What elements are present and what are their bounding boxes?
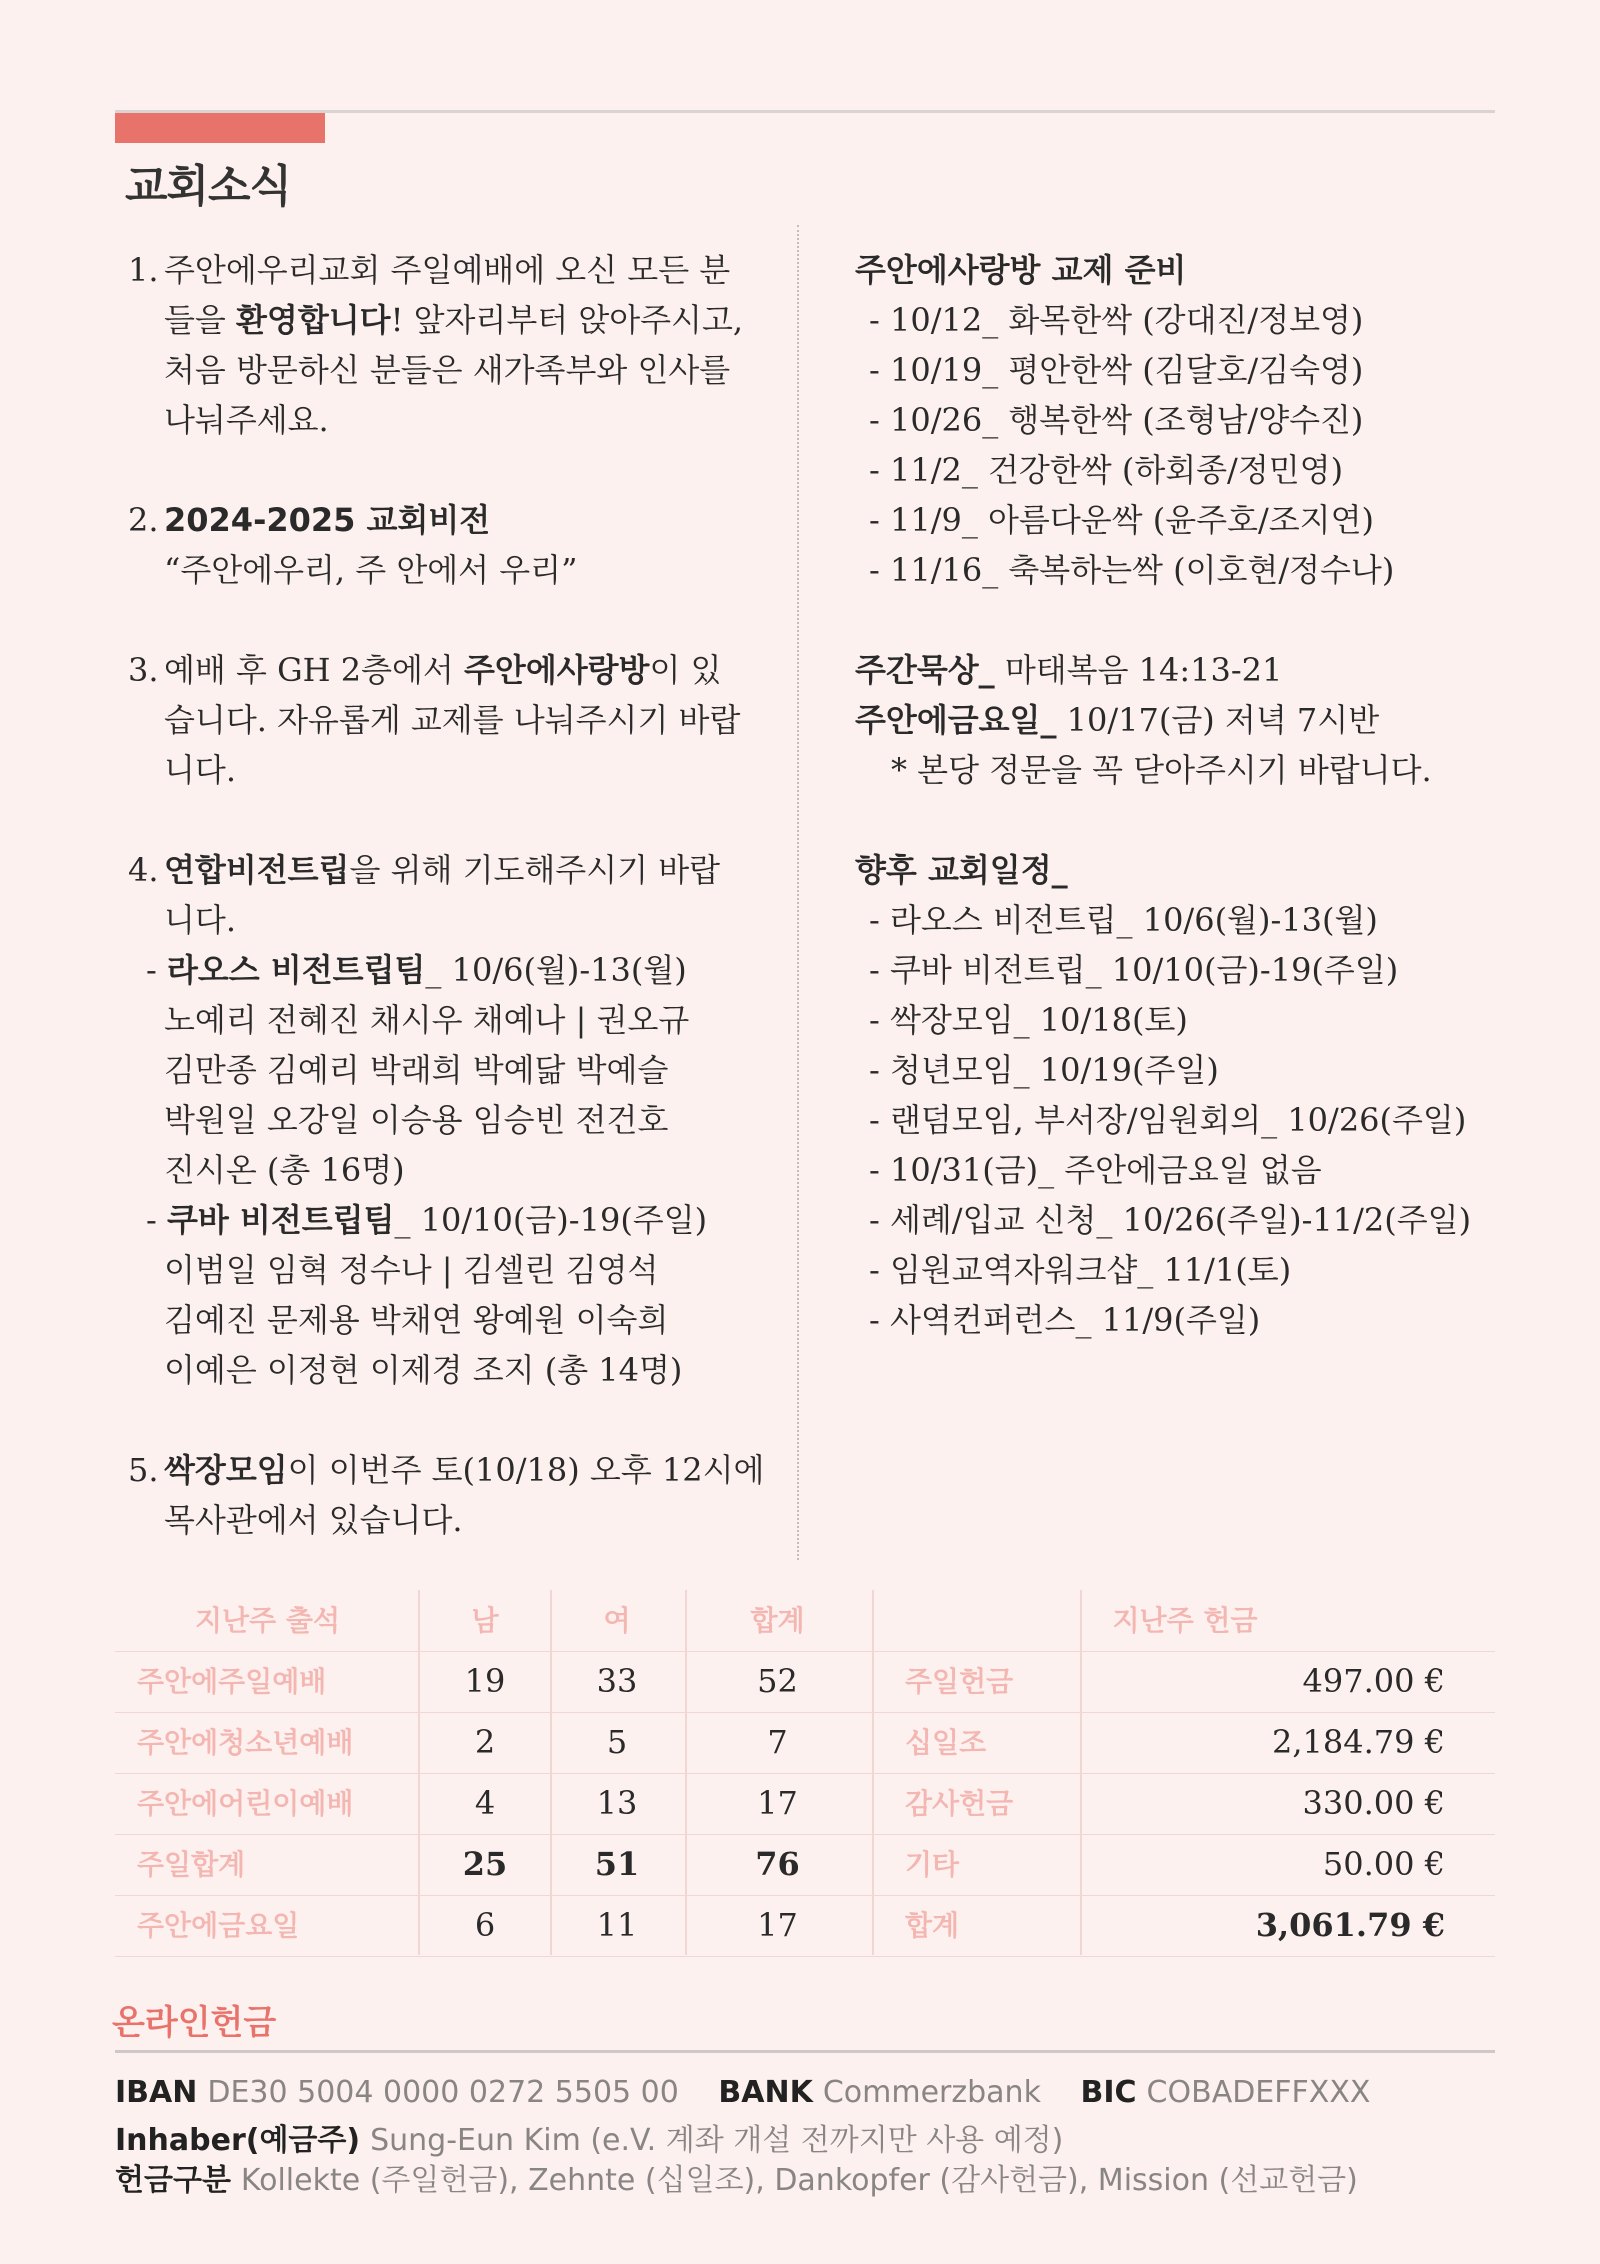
offering-amount: 2,184.79 €: [1271, 1723, 1445, 1761]
offering-header: 지난주 헌금: [1112, 1604, 1258, 1637]
news-left-column: [128, 245, 768, 1595]
news-item: [128, 1445, 768, 1545]
iban-label: IBAN: [115, 2075, 198, 2110]
news-line: 니다.: [164, 901, 236, 939]
schedule-item: - 랜덤모임, 부서장/임원회의_ 10/26(주일): [869, 1101, 1467, 1139]
offering-label: 주일헌금: [905, 1665, 1014, 1698]
attendance-value: 51: [594, 1845, 640, 1883]
table-row: [115, 1895, 1495, 1957]
news-line: 니다.: [164, 751, 236, 789]
news-item: [128, 645, 768, 795]
emphasis: 2024-2025 교회비전: [164, 501, 491, 539]
weekly-info: [855, 645, 1555, 795]
meditation-label: 주간묵상_: [855, 651, 995, 689]
friday-note: * 본당 정문을 꼭 닫아주시기 바랍니다.: [891, 751, 1432, 789]
offering-type-value: Kollekte (주일헌금), Zehnte (십일조), Dankopfer (감사헌금), Mission (선교헌금): [240, 2163, 1358, 2198]
sarangbang-item: - 10/26_ 행복한싹 (조형남/양수진): [869, 401, 1364, 439]
news-line: 목사관에서 있습니다.: [164, 1501, 463, 1539]
news-line: 습니다. 자유롭게 교제를 나눠주시기 바랍: [164, 701, 741, 739]
news-right-column: [855, 245, 1555, 1395]
news-item: [128, 245, 768, 445]
team-members: 이범일 임혁 정수나 | 김셀린 김영석: [164, 1251, 659, 1289]
offering-label: 합계: [905, 1909, 960, 1942]
attendance-value: 13: [596, 1784, 638, 1822]
schedule-item: - 임원교역자워크샵_ 11/1(토): [869, 1251, 1292, 1289]
online-rule: [115, 2050, 1495, 2053]
bank-line-2: [115, 2115, 1063, 2159]
schedule-list: [855, 895, 1555, 1345]
news-item: [128, 495, 768, 595]
holder-value: Sung-Eun Kim (e.V. 계좌 개설 전까지만 사용 예정): [370, 2123, 1064, 2158]
attendance-value: 33: [596, 1662, 638, 1700]
news-item: [128, 845, 768, 1395]
item-number: 3.: [128, 651, 159, 689]
schedule-title: 향후 교회일정_: [855, 851, 1068, 889]
team-members: 진시온 (총 16명): [164, 1151, 405, 1189]
table-row: [115, 1773, 1495, 1835]
offering-label: 감사헌금: [905, 1787, 1014, 1820]
team-members: 김예진 문제용 박채연 왕예원 이숙희: [164, 1301, 669, 1339]
sarangbang-item: - 11/2_ 건강한싹 (하회종/정민영): [869, 451, 1344, 489]
offering-label: 기타: [905, 1848, 960, 1881]
attendance-label: 주안에청소년예배: [137, 1726, 354, 1759]
team-members: 김만종 김예리 박래희 박예닮 박예슬: [164, 1051, 669, 1089]
attendance-value: 17: [757, 1784, 798, 1822]
attendance-header: 여: [603, 1604, 631, 1637]
attendance-value: 17: [757, 1906, 798, 1944]
attendance-value: 6: [474, 1906, 496, 1944]
sarangbang-item: - 10/19_ 평안한싹 (김달호/김숙영): [869, 351, 1364, 389]
offering-label: 십일조: [905, 1726, 987, 1759]
news-line: 들을 환영합니다! 앞자리부터 앉아주시고,: [164, 301, 744, 339]
table-row: [115, 1834, 1495, 1896]
item-number: 5.: [128, 1451, 159, 1489]
attendance-value: 19: [464, 1662, 506, 1700]
offering-amount: 3,061.79 €: [1255, 1906, 1445, 1944]
bank-value: Commerzbank: [822, 2075, 1041, 2110]
table-separator: [1080, 1590, 1082, 1955]
attendance-label: 주안에주일예배: [137, 1665, 327, 1698]
schedule-item: - 세례/입교 신청_ 10/26(주일)-11/2(주일): [869, 1201, 1472, 1239]
sarangbang-list: [855, 295, 1555, 595]
schedule-item: - 싹장모임_ 10/18(토): [869, 1001, 1188, 1039]
friday-line: [855, 695, 1555, 745]
item-number: 4.: [128, 851, 159, 889]
sarangbang-item: - 10/12_ 화목한싹 (강대진/정보영): [869, 301, 1364, 339]
attendance-value: 76: [755, 1845, 800, 1883]
table-header-row: [115, 1590, 1495, 1652]
attendance-value: 11: [596, 1906, 638, 1944]
team-title: - 라오스 비전트립팀_ 10/6(월)-13(월): [146, 951, 687, 989]
bank-line-3: [115, 2155, 1358, 2199]
team-members: 박원일 오강일 이승용 임승빈 전건호: [164, 1101, 669, 1139]
holder-label: Inhaber(예금주): [115, 2123, 361, 2158]
schedule-item: - 라오스 비전트립_ 10/6(월)-13(월): [869, 901, 1378, 939]
sarangbang-section: [855, 245, 1555, 595]
schedule-section: [855, 845, 1555, 1345]
offering-amount: 330.00 €: [1302, 1784, 1445, 1822]
item-number: 1.: [128, 251, 159, 289]
team-name: 라오스 비전트립팀: [166, 951, 426, 989]
attendance-value: 25: [462, 1845, 508, 1883]
attendance-value: 4: [474, 1784, 496, 1822]
team-members: 노예리 전혜진 채시우 채예나 | 권오규: [164, 1001, 690, 1039]
table-separator: [685, 1590, 687, 1955]
offering-type-label: 헌금구분: [115, 2163, 231, 2198]
sarangbang-item: - 11/9_ 아름다운싹 (윤주호/조지연): [869, 501, 1374, 539]
news-line: 3. 예배 후 GH 2층에서 주안에사랑방이 있: [128, 645, 768, 695]
attendance-value: 52: [757, 1662, 798, 1700]
news-line: [128, 495, 768, 545]
bic-label: BIC: [1080, 2075, 1137, 2110]
news-line: 5. 싹장모임이 이번주 토(10/18) 오후 12시에: [128, 1445, 768, 1495]
team-members: 이예은 이정현 이제경 조지 (총 14명): [164, 1351, 683, 1389]
table-separator: [418, 1590, 420, 1955]
emphasis: 환영합니다: [236, 301, 391, 339]
schedule-item: - 쿠바 비전트립_ 10/10(금)-19(주일): [869, 951, 1399, 989]
news-line: 나눠주세요.: [164, 401, 329, 439]
news-line: 4. 연합비전트립을 위해 기도해주시기 바랍: [128, 845, 768, 895]
attendance-label: 주일합계: [137, 1848, 246, 1881]
attendance-label: 주안에금요일: [137, 1909, 300, 1942]
attendance-value: 5: [606, 1723, 628, 1761]
table-separator: [872, 1590, 874, 1955]
schedule-item: - 사역컨퍼런스_ 11/9(주일): [869, 1301, 1261, 1339]
meditation-text: 마태복음 14:13-21: [994, 651, 1283, 689]
friday-text: 10/17(금) 저녁 7시반: [1056, 701, 1380, 739]
table-row: [115, 1712, 1495, 1774]
sarangbang-title: 주안에사랑방 교제 준비: [855, 251, 1187, 289]
attendance-header: 지난주 출석: [195, 1604, 340, 1637]
attendance-header: 남: [471, 1604, 499, 1637]
team-name: 쿠바 비전트립팀: [166, 1201, 395, 1239]
team-dates: _ 10/6(월)-13(월): [425, 951, 687, 989]
attendance-label: 주안에어린이예배: [137, 1787, 354, 1820]
attendance-header: 합계: [750, 1604, 805, 1637]
offering-amount: 497.00 €: [1302, 1662, 1445, 1700]
table-row: [115, 1651, 1495, 1713]
bank-label: BANK: [718, 2075, 813, 2110]
section-title: 교회소식: [125, 161, 292, 212]
online-offering-title: 온라인헌금: [112, 2003, 277, 2043]
sarangbang-item: - 11/16_ 축복하는싹 (이호현/정수나): [869, 551, 1395, 589]
offering-amount: 50.00 €: [1322, 1845, 1445, 1883]
schedule-item: - 10/31(금)_ 주안에금요일 없음: [869, 1151, 1322, 1189]
column-divider: [797, 225, 799, 1560]
emphasis: 연합비전트립: [164, 851, 350, 889]
table-separator: [550, 1590, 552, 1955]
meditation-line: [855, 645, 1555, 695]
news-line: “주안에우리, 주 안에서 우리”: [164, 551, 578, 589]
team-title: - 쿠바 비전트립팀_ 10/10(금)-19(주일): [146, 1201, 708, 1239]
bic-value: COBADEFFXXX: [1146, 2075, 1371, 2110]
friday-label: 주안에금요일_: [855, 701, 1057, 739]
item-number: 2.: [128, 501, 159, 539]
bank-line-1: [115, 2075, 1370, 2110]
attendance-value: 7: [767, 1723, 788, 1761]
title-accent-bar: [115, 113, 325, 143]
attendance-value: 2: [474, 1723, 496, 1761]
news-line: 처음 방문하신 분들은 새가족부와 인사를: [164, 351, 731, 389]
emphasis: 주안에사랑방: [464, 651, 650, 689]
iban-value: DE30 5004 0000 0272 5505 00: [207, 2075, 679, 2110]
emphasis: 싹장모임: [164, 1451, 288, 1489]
team-dates: _ 10/10(금)-19(주일): [394, 1201, 708, 1239]
schedule-item: - 청년모임_ 10/19(주일): [869, 1051, 1219, 1089]
news-line: 1. 주안에우리교회 주일예배에 오신 모든 분: [128, 245, 768, 295]
